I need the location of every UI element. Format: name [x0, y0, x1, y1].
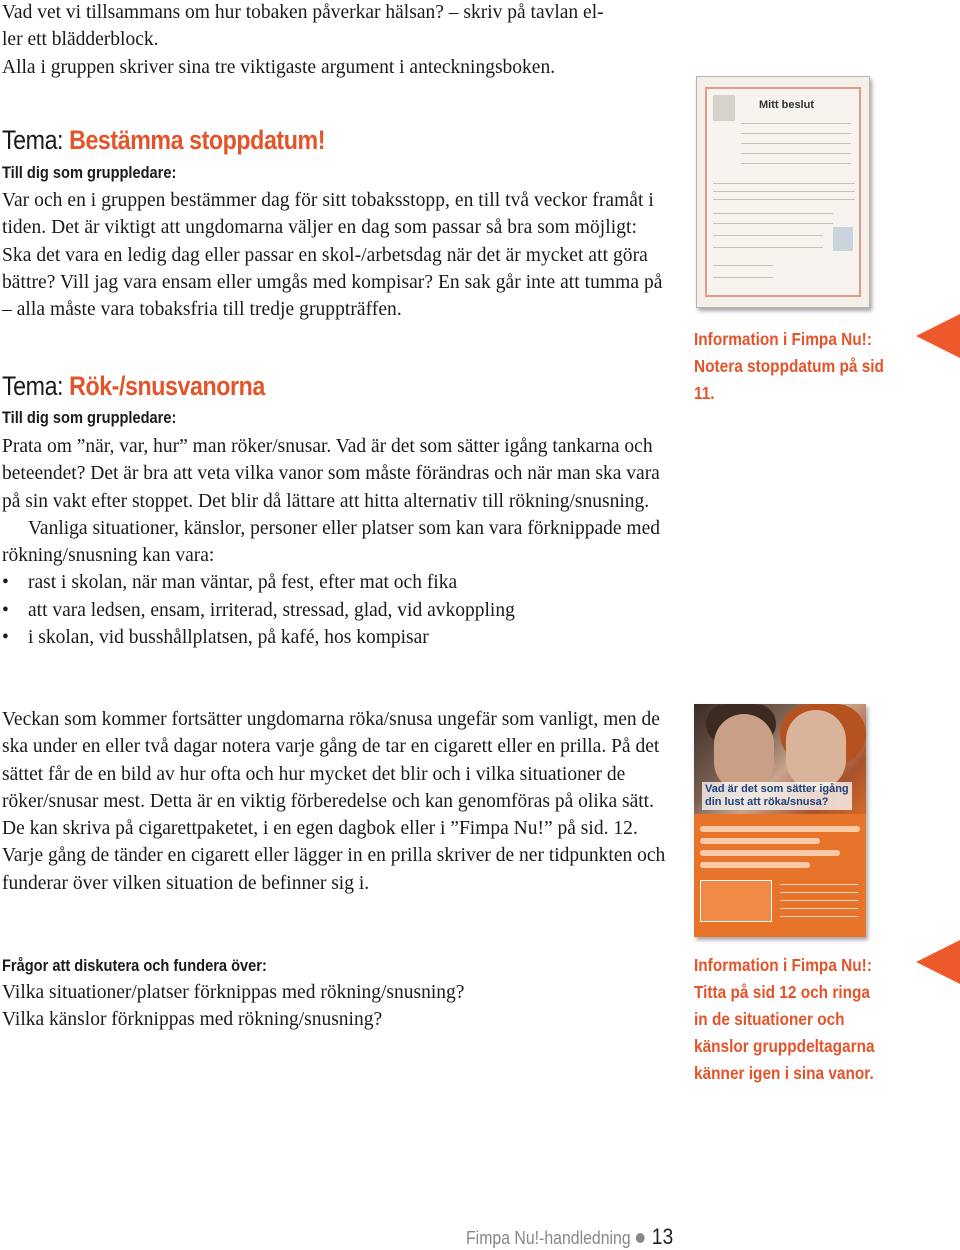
form-line [713, 223, 833, 224]
section-text: Prata om ”när, var, hur” man röker/snusar. Vad är det som sätter igång tankarna och beteendet? Det är bra att veta vilka vanor som måste förändras och när man ska vara på sin vakt efter stoppet. Det blir då lättare att hitta alternativ till rökning/snusning. [2, 436, 660, 512]
booklet-headline-line: din lust att röka/snusa? [705, 796, 829, 808]
form-line [713, 199, 855, 200]
intro-line: Alla i gruppen skriver sina tre viktigaste argument i anteckningsboken. [2, 56, 556, 78]
booklet-bar [700, 862, 810, 868]
form-line [713, 247, 823, 248]
form-line [741, 163, 851, 164]
form-line [741, 133, 851, 134]
tema-title: Bestämma stoppdatum! [69, 125, 325, 155]
tema-prefix: Tema: [2, 371, 70, 401]
booklet-box [700, 880, 772, 922]
tema-title: Rök-/snusvanorna [69, 371, 265, 401]
lead-label: Till dig som gruppledare: [2, 163, 177, 182]
portrait-placeholder [833, 227, 853, 251]
questions-body [2, 979, 670, 1034]
week-text: Veckan som kommer fortsätter ungdomarna röka/snusa ungefär som vanligt, men de ska under en eller två dagar notera varje gång de tar en cigarett eller en prilla. På det sättet får de en bild av hur ofta och hur mycket det blir och i vilka situationer de röker/snusar mest. Detta är en viktig förberedelse och kan genomföras på olika sätt. De kan skriva på cigarettpaketet, i en egen dagbok eller i ”Fimpa Nu!” på sid. 12. Varje gång de tänder en cigarett eller lägger in en prilla skriver de ner tidpunkten och funderar över vilken situation de befinner sig i. [2, 709, 666, 894]
page-number: 13 [651, 1224, 674, 1249]
booklet-photo [714, 714, 774, 792]
section-text: Vanliga situationer, känslor, personer eller platser som kan vara förknippade med rökning/snusning kan vara: [2, 517, 660, 567]
bullet-icon [636, 1233, 645, 1243]
booklet-headline-line: Vad är det som sätter igång [705, 783, 849, 795]
booklet-bar [700, 838, 820, 844]
intro-line: ler ett blädderblock. [2, 29, 159, 51]
section-heading [2, 125, 325, 156]
week-paragraph [2, 706, 670, 897]
portrait-placeholder [713, 95, 735, 121]
side-note: Information i Fimpa Nu!: Notera stoppdatum på sid 11. [694, 329, 884, 403]
form-line [713, 265, 773, 266]
arrow-marker [916, 314, 960, 358]
form-line [713, 191, 855, 192]
list-item: • att vara ledsen, ensam, irriterad, stressad, glad, vid avkoppling [2, 597, 670, 624]
booklet-headline [702, 782, 852, 810]
list-item: • i skolan, vid busshållplatsen, på kafé, hos kompisar [2, 624, 670, 651]
form-line [713, 213, 833, 214]
tema-prefix: Tema: [2, 125, 70, 155]
arrow-marker [916, 940, 960, 984]
footer-label: Fimpa Nu!-handledning [466, 1228, 631, 1248]
form-border [705, 87, 861, 297]
form-line [713, 183, 855, 184]
booklet-photo [786, 710, 846, 790]
booklet-bar [700, 850, 840, 856]
list-item: • rast i skolan, när man väntar, på fest, efter mat och fika [2, 569, 670, 596]
form-line [741, 143, 851, 144]
section-body [2, 433, 670, 651]
section-text: Var och en i gruppen bestämmer dag för sitt tobaksstopp, en till två veckor framåt i tiden. Det är viktigt att ungdomarna väljer en dag som passar så bra som möjligt: Ska det vara en ledig dag eller passar en skol-/arbetsdag när det är mycket att göra bättre? Vill jag vara ensam eller umgås med kompisar? En sak går inte att tumma på – alla måste vara tobaksfria till tredje gruppträffen. [2, 190, 663, 321]
booklet-thumbnail [694, 704, 866, 937]
form-title: Mitt beslut [759, 99, 814, 111]
form-line [741, 123, 851, 124]
form-line [713, 235, 823, 236]
form-line [713, 277, 773, 278]
lead-label: Till dig som gruppledare: [2, 408, 177, 427]
booklet-lines [780, 884, 858, 918]
side-note: Information i Fimpa Nu!: Titta på sid 12 och ringa in de situationer och känslor gruppdeltagarna känner igen i sina vanor. [694, 955, 875, 1083]
booklet-bar [700, 826, 860, 832]
page-footer [466, 1224, 673, 1250]
section-heading [2, 371, 265, 402]
intro-line: Vad vet vi tillsammans om hur tobaken påverkar hälsan? – skriv på tavlan el- [2, 2, 604, 23]
section-body [2, 187, 670, 323]
bullet-list [2, 569, 670, 651]
question-item: Vilka känslor förknippas med rökning/snusning? [2, 1009, 383, 1031]
form-thumbnail [696, 76, 870, 308]
form-line [741, 153, 851, 154]
intro-paragraph [2, 0, 670, 81]
question-item: Vilka situationer/platser förknippas med rökning/snusning? [2, 982, 465, 1003]
questions-lead: Frågor att diskutera och fundera över: [2, 956, 267, 975]
